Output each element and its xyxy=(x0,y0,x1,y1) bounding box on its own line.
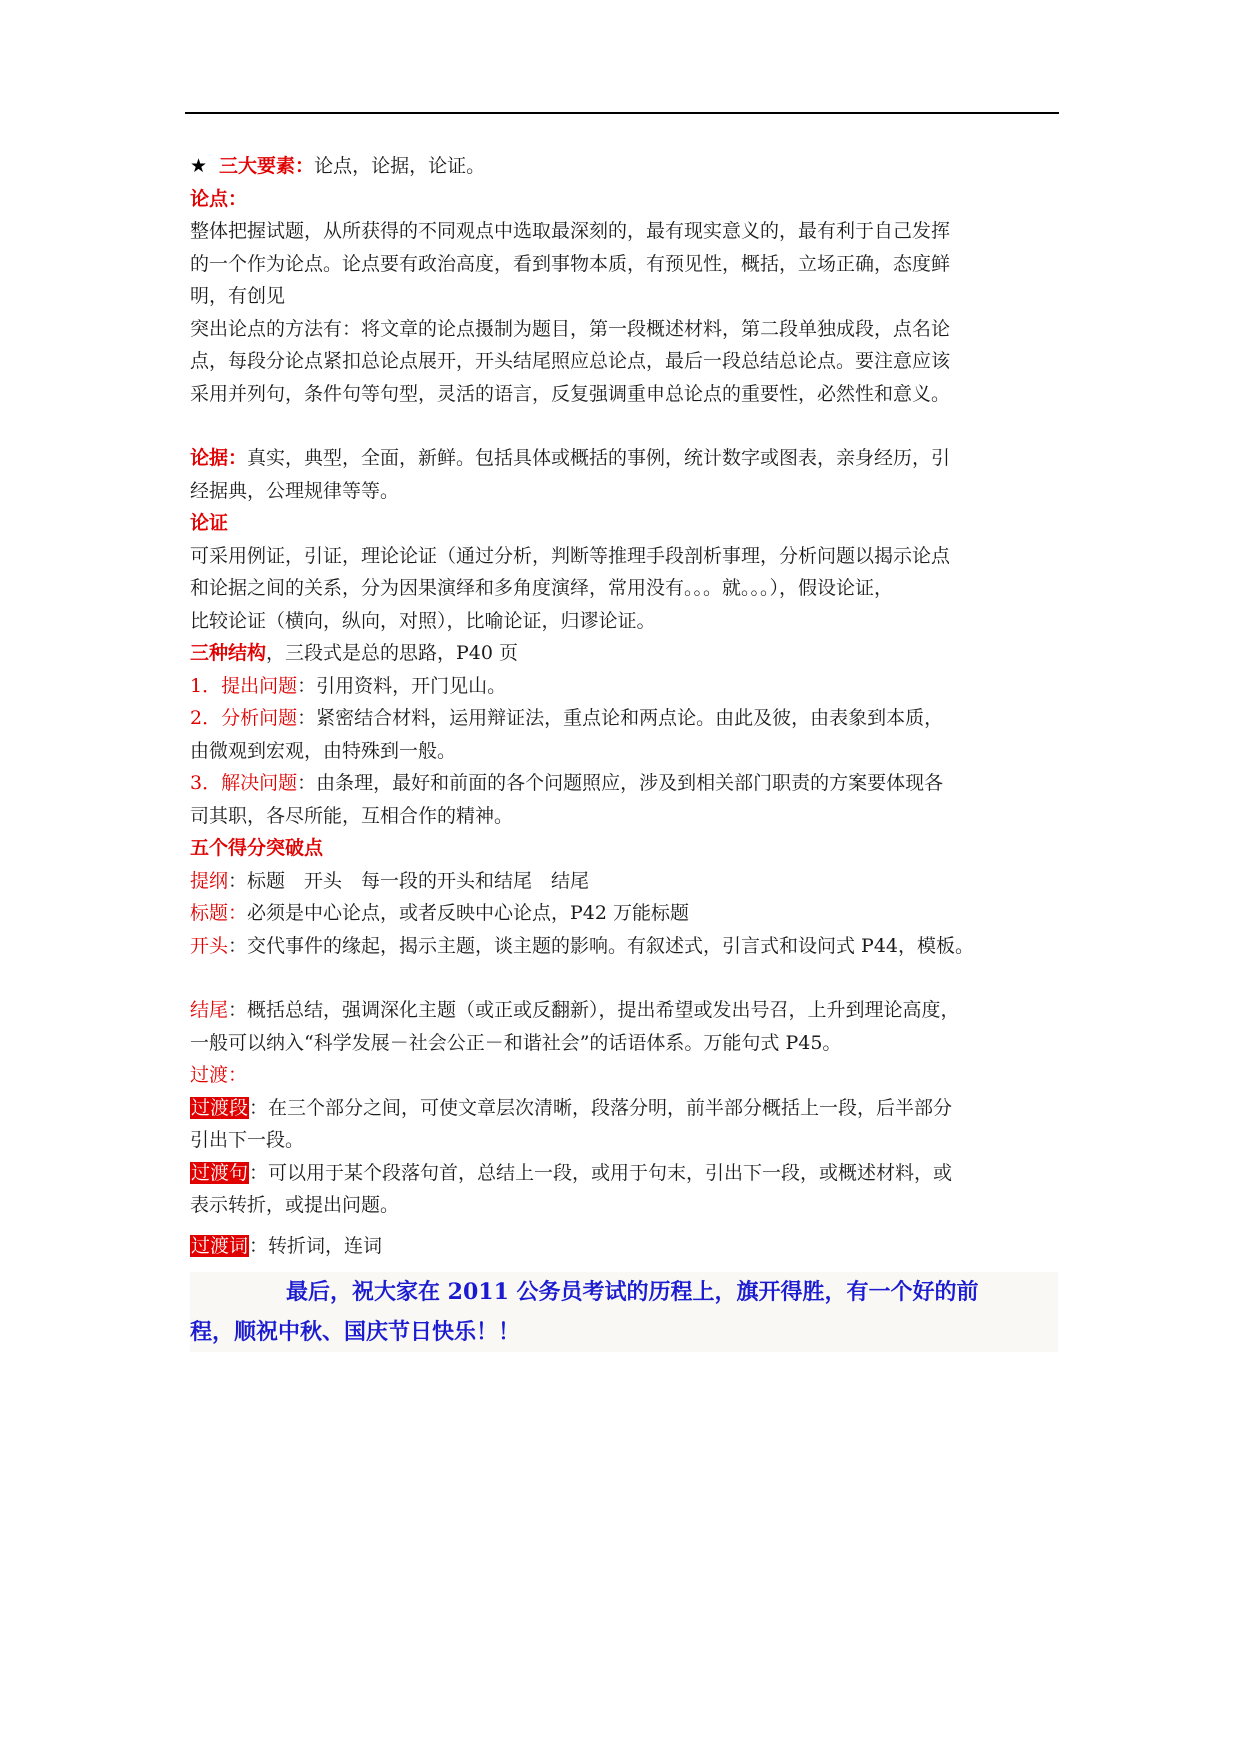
closing-line: 程，顺祝中秋、国庆节日快乐！！ xyxy=(190,1319,521,1345)
three-elements-text: 论点，论据，论证。 xyxy=(314,155,486,177)
step-line xyxy=(190,702,1058,735)
closing-line: 最后，祝大家在 2011 公务员考试的历程上，旗开得胜，有一个好的前 xyxy=(286,1279,979,1305)
lundian-para2-line: 突出论点的方法有：将文章的论点摄制为题目，第一段概述材料，第二段单独成段，点名论 xyxy=(190,317,951,340)
kaitou-text: ：交代事件的缘起，揭示主题，谈主题的影响。有叙述式，引言式和设问式 P44，模板。 xyxy=(228,934,975,957)
step-label: 1．提出问题 xyxy=(190,674,298,697)
lunju-text: 真实，典型，全面，新鲜。包括具体或概括的事例，统计数字或图表，亲身经历，引 xyxy=(247,447,951,469)
lundian-para1-line: 的一个作为论点。论点要有政治高度，看到事物本质，有预见性，概括，立场正确，态度鲜 xyxy=(190,252,951,275)
step-label: 3．解决问题 xyxy=(190,772,298,794)
five-points-heading: 五个得分突破点 xyxy=(190,837,324,859)
lundian-para2-line: 点，每段分论点紧扣总论点展开，开头结尾照应总论点，最后一段总结总论点。要注意应该 xyxy=(190,350,951,372)
step-line xyxy=(190,767,1058,800)
three-elements-title: 三大要素： xyxy=(219,155,315,177)
lundian-heading: 论点： xyxy=(190,187,248,210)
lunju-line: 经据典，公理规律等等。 xyxy=(190,479,400,502)
step-text: ：引用资料，开门见山。 xyxy=(297,674,507,697)
jiewei-text: ：概括总结，强调深化主题（或正或反翻新），提出希望或发出号召，上升到理论高度， xyxy=(228,999,960,1021)
lunzheng-heading: 论证 xyxy=(190,512,229,534)
step-line: 由微观到宏观，由特殊到一般。 xyxy=(190,739,457,762)
guodu-duan-line xyxy=(190,1092,1058,1125)
structure-text: ，三段式是总的思路，P40 页 xyxy=(266,642,519,664)
jiewei-line: 一般可以纳入“科学发展－社会公正－和谐社会”的话语体系。万能句式 P45。 xyxy=(190,1031,842,1054)
guodu-ci-label: 过渡词 xyxy=(191,1234,249,1257)
guodu-duan-line: 引出下一段。 xyxy=(190,1129,305,1151)
step-label: 2．分析问题 xyxy=(190,707,298,729)
jiewei-label: 结尾 xyxy=(190,999,229,1021)
guodu-heading: 过渡： xyxy=(190,1064,248,1086)
biaoti-line xyxy=(190,897,1058,930)
spacer xyxy=(190,962,1058,994)
kaitou-label: 开头 xyxy=(190,934,229,957)
tigang-label: 提纲 xyxy=(190,869,229,892)
lunju-label: 论据 xyxy=(190,447,229,469)
spacer xyxy=(190,410,1058,442)
kaitou-line xyxy=(190,930,1058,963)
lundian-para1-line: 明，有创见 xyxy=(190,285,286,307)
guodu-ju-line: 表示转折，或提出问题。 xyxy=(190,1194,400,1216)
lundian-para1-line: 整体把握试题，从所获得的不同观点中选取最深刻的，最有现实意义的，最有利于自己发挥 xyxy=(190,220,951,242)
step-text: ：由条理，最好和前面的各个问题照应，涉及到相关部门职责的方案要体现各 xyxy=(297,772,944,794)
biaoti-text: 必须是中心论点，或者反映中心论点，P42 万能标题 xyxy=(247,902,690,924)
biaoti-label: 标题： xyxy=(190,902,248,924)
three-elements-line xyxy=(190,150,1058,183)
guodu-duan-label: 过渡段 xyxy=(191,1096,249,1119)
guodu-ju-label: 过渡句 xyxy=(191,1161,249,1184)
guodu-duan-text: ：在三个部分之间，可使文章层次清晰，段落分明，前半部分概括上一段，后半部分 xyxy=(249,1096,953,1119)
tigang-line xyxy=(190,865,1058,898)
jiewei-line xyxy=(190,994,1058,1027)
closing-message xyxy=(190,1272,1058,1352)
document-body xyxy=(190,150,1058,1352)
guodu-ci-line xyxy=(190,1230,1058,1263)
structure-label: 三种结构 xyxy=(190,642,267,664)
lunju-colon: ： xyxy=(228,447,248,469)
tigang-text: ：标题 开头 每一段的开头和结尾 结尾 xyxy=(228,869,590,892)
lunzheng-line: 和论据之间的关系，分为因果演绎和多角度演绎，常用没有。。。就。。。），假设论证， xyxy=(190,577,894,599)
step-text: ：紧密结合材料，运用辩证法，重点论和两点论。由此及彼，由表象到本质， xyxy=(297,707,944,729)
step-line xyxy=(190,670,1058,703)
header-rule xyxy=(185,112,1059,114)
structure-line xyxy=(190,637,1058,670)
guodu-ci-text: ：转折词，连词 xyxy=(249,1234,383,1257)
lunju-line xyxy=(190,442,1058,475)
lunzheng-line: 可采用例证，引证，理论论证（通过分析，判断等推理手段剖析事理，分析问题以揭示论点 xyxy=(190,544,951,567)
step-line: 司其职，各尽所能，互相合作的精神。 xyxy=(190,804,514,827)
lundian-para2-line: 采用并列句，条件句等句型，灵活的语言，反复强调重申总论点的重要性，必然性和意义。 xyxy=(190,382,951,405)
star-icon: ★ xyxy=(190,155,208,177)
guodu-ju-line xyxy=(190,1157,1058,1190)
guodu-ju-text: ：可以用于某个段落句首，总结上一段，或用于句末，引出下一段，或概述材料，或 xyxy=(249,1161,953,1184)
lunzheng-line: 比较论证（横向，纵向，对照），比喻论证，归谬论证。 xyxy=(190,609,656,632)
